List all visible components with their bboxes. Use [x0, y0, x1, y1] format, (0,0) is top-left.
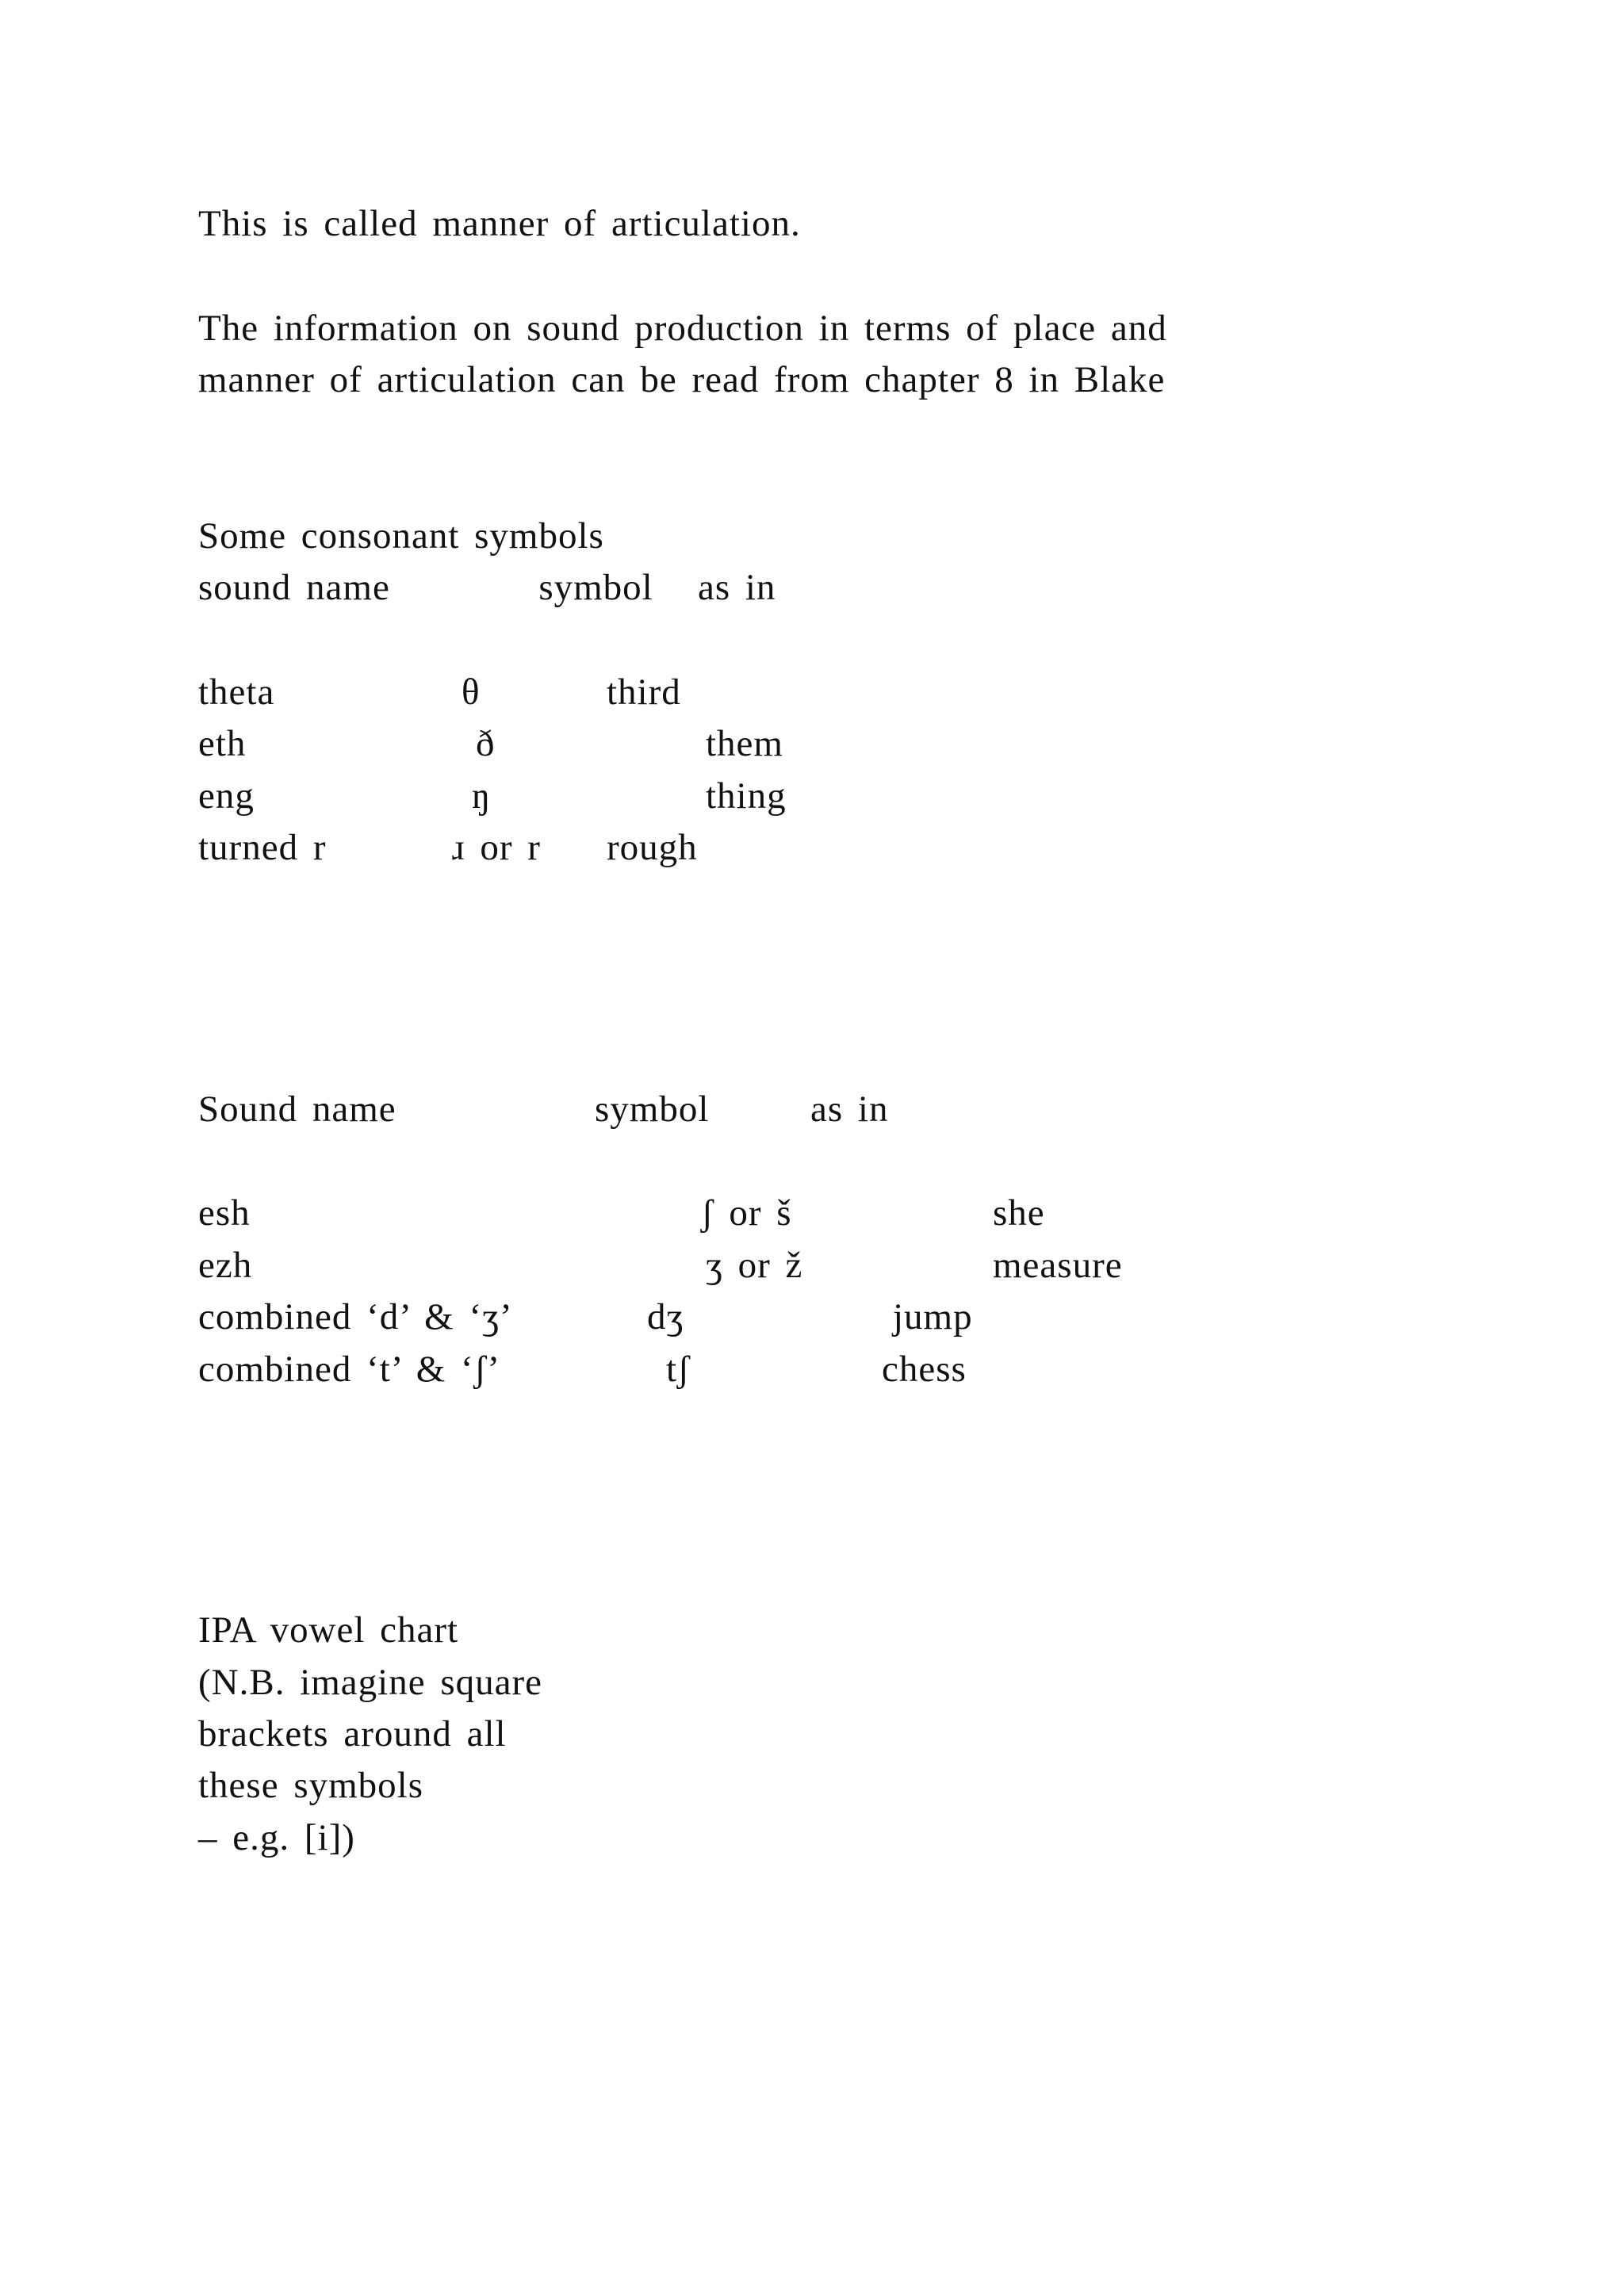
sound-symbol: ʒ or ž — [706, 1245, 803, 1286]
sound-symbol: ʃ or š — [701, 1192, 792, 1234]
sound-example: she — [993, 1192, 1045, 1234]
table-row — [198, 1345, 967, 1393]
intro-paragraph-line-1: The information on sound production in terms of place and — [198, 308, 1167, 349]
sound-name: combined ‘t’ & ‘ʃ’ — [198, 1349, 500, 1390]
consonant-table-1-header: sound name symbol as in — [198, 567, 776, 608]
table-row — [198, 668, 681, 716]
sound-example: third — [607, 672, 681, 713]
table-row — [198, 772, 787, 820]
column-header-symbol: symbol — [595, 1089, 710, 1130]
sound-name: combined ‘d’ & ‘ʒ’ — [198, 1296, 513, 1337]
vowel-note-line-3: brackets around all — [198, 1713, 507, 1755]
sound-symbol: ɹ or r — [452, 827, 541, 868]
vowel-note-line-2: (N.B. imagine square — [198, 1662, 543, 1703]
sound-name: theta — [198, 672, 275, 713]
table-row — [198, 1189, 1045, 1237]
sound-name: eng — [198, 775, 255, 817]
sound-name: turned r — [198, 827, 327, 868]
table-row — [198, 1293, 973, 1341]
sound-example: measure — [993, 1245, 1123, 1286]
sound-example: thing — [706, 775, 787, 817]
column-header-name: Sound name — [198, 1089, 396, 1130]
sound-name: eth — [198, 723, 247, 764]
sound-example: them — [706, 723, 783, 764]
sound-symbol: ð — [476, 723, 496, 764]
intro-paragraph-line-2: manner of articulation can be read from chapter 8 in Blake — [198, 359, 1166, 400]
table-row — [198, 824, 698, 871]
table-row — [198, 1242, 1123, 1289]
table-row — [198, 720, 783, 767]
vowel-note-line-1: IPA vowel chart — [198, 1609, 459, 1651]
sound-symbol: ŋ — [472, 775, 492, 817]
sound-example: chess — [882, 1349, 967, 1390]
vowel-note-line-4: these symbols — [198, 1765, 424, 1806]
sound-symbol: tʃ — [666, 1349, 691, 1390]
sound-symbol: θ — [462, 672, 481, 713]
consonant-table-2-header — [198, 1085, 889, 1133]
vowel-note-line-5: – e.g. [i]) — [198, 1817, 355, 1858]
sound-symbol: dʒ — [647, 1296, 684, 1337]
column-header-example: as in — [810, 1089, 889, 1130]
sound-name: esh — [198, 1192, 251, 1234]
consonant-table-1-title: Some consonant symbols — [198, 515, 604, 557]
sound-example: rough — [607, 827, 698, 868]
sound-example: jump — [893, 1296, 973, 1337]
intro-line: This is called manner of articulation. — [198, 203, 801, 244]
sound-name: ezh — [198, 1245, 253, 1286]
